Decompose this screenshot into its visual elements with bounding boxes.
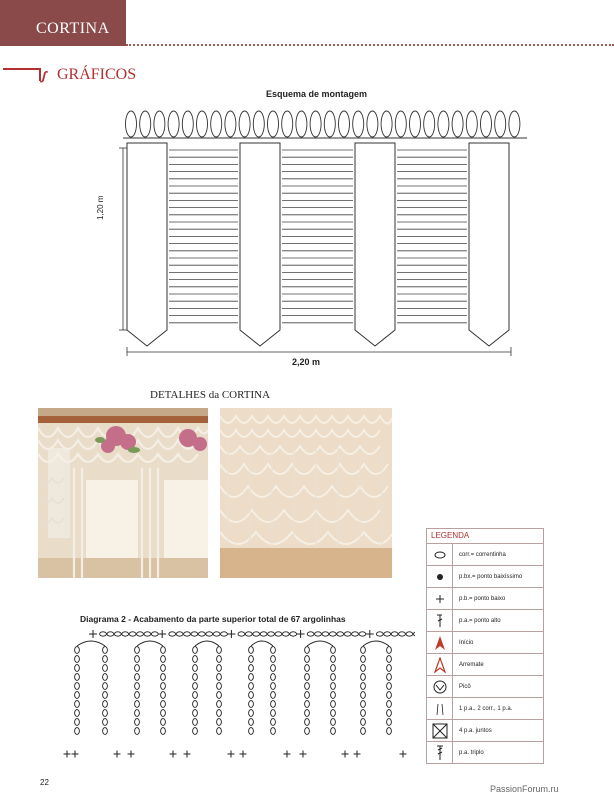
start-arrow-icon [434,635,446,651]
chain-oval-icon [434,551,446,559]
chain-oval [361,647,366,654]
section-logo-icon: ꭍ [40,71,46,86]
width-dimension-label: 2,20 m [292,357,321,367]
chain-oval [75,647,80,654]
chain-oval [361,719,366,726]
chain-oval [217,710,222,717]
ring [381,111,392,137]
single-crochet-plus [227,630,235,638]
curtain-photo-closeup [220,408,392,578]
chain-oval [331,647,336,654]
chain-oval [135,647,140,654]
chain-oval [271,665,276,672]
chain-oval [129,632,136,636]
chain-oval [193,683,198,690]
chain-oval [193,647,198,654]
chain-oval [217,656,222,663]
single-crochet-plus [114,751,121,758]
chain-oval [387,656,392,663]
chain-oval [161,656,166,663]
diagram-title: Diagrama 2 - Acabamento da parte superior total de 67 argolinhas [80,614,346,624]
chain-oval [193,674,198,681]
chain-oval [361,665,366,672]
chain-oval [169,632,176,636]
chain-oval [161,701,166,708]
ring [424,111,435,137]
chain-oval [103,647,108,654]
chain-oval [337,632,344,636]
chain-oval [161,683,166,690]
chain-oval [75,701,80,708]
legend-item [427,741,543,763]
chain-oval [331,665,336,672]
ring [452,111,463,137]
assembly-scheme-drawing [95,100,555,360]
header-tab [0,0,126,46]
details-title: DETALHES da CORTINA [150,389,271,401]
ring [268,111,279,137]
chain-oval [161,674,166,681]
single-crochet-plus [184,751,191,758]
legend-item [427,565,543,587]
ring [140,111,151,137]
hanging-loops [75,641,392,734]
ring [481,111,492,137]
ring [339,111,350,137]
page-number: 22 [40,778,49,787]
legend-item [427,609,543,631]
chain-oval [213,632,220,636]
chain-oval [135,656,140,663]
chain-oval [305,701,310,708]
chain-oval [217,701,222,708]
chain-oval [384,632,391,636]
chain-oval [352,632,359,636]
chain-oval [387,719,392,726]
single-crochet-plus [64,751,71,758]
chain-oval [114,632,121,636]
curtain-panel [127,143,167,346]
chain-oval [387,647,392,654]
chain-oval [361,692,366,699]
ring [197,111,208,137]
chain-oval [249,710,254,717]
chain-oval [135,710,140,717]
chain-oval [391,632,398,636]
chain-oval [176,632,183,636]
legend-item [427,653,543,675]
ring [126,111,137,137]
chain-oval [217,728,222,735]
single-crochet-plus [297,630,305,638]
crochet-diagram-2 [55,626,415,766]
legend-item-label: 4 p.a. juntos [459,727,492,734]
loop-arc [307,641,333,646]
chain-oval [344,632,351,636]
legend-item-label: p.a.= ponto alto [459,617,501,624]
chain-oval [103,728,108,735]
top-chain-row [89,630,415,638]
legend-panel [426,528,544,764]
finish-arrow-icon [434,657,446,673]
chain-oval [305,692,310,699]
single-crochet-plus-icon [435,594,445,604]
chain-oval [144,632,151,636]
single-crochet-plus [170,751,177,758]
chain-oval [75,683,80,690]
chain-oval [387,728,392,735]
legend-item-label: Picô [459,683,471,690]
chain-oval [305,728,310,735]
chain-oval [161,665,166,672]
chain-oval [331,656,336,663]
ring [253,111,264,137]
chain-oval [249,719,254,726]
legend-item-label: Arremate [459,661,484,668]
chain-oval [249,692,254,699]
single-crochet-plus [400,751,407,758]
single-crochet-plus [128,751,135,758]
horizontal-stripes [169,150,467,323]
chain-oval [387,683,392,690]
chain-oval [103,692,108,699]
ring [495,111,506,137]
chain-oval [271,692,276,699]
single-crochet-plus [158,630,166,638]
chain-oval [193,719,198,726]
loop-arc [363,641,389,646]
chain-oval [249,701,254,708]
chain-oval [376,632,383,636]
ring [154,111,165,137]
top-rings-row [126,111,520,137]
chain-oval [331,710,336,717]
chain-oval [217,692,222,699]
chain-oval [305,647,310,654]
legend-item [427,697,543,719]
chain-oval [387,692,392,699]
chain-oval [103,710,108,717]
chain-oval [331,701,336,708]
section-corner-mark [3,68,41,81]
single-crochet-plus [228,751,235,758]
chain-oval [399,632,406,636]
chain-oval [271,728,276,735]
chain-oval [161,710,166,717]
chain-oval [103,674,108,681]
chain-oval [305,683,310,690]
chain-oval [329,632,336,636]
chain-oval [137,632,144,636]
chain-oval [387,665,392,672]
chain-oval [275,632,282,636]
chain-oval [193,665,198,672]
chain-oval [331,728,336,735]
section-label: CORTINA [36,20,110,37]
legend-item [427,543,543,565]
chain-oval [387,710,392,717]
bottom-single-crochets [64,751,407,758]
ring [211,111,222,137]
chain-oval [75,728,80,735]
chain-oval [135,701,140,708]
ring [168,111,179,137]
chain-oval [271,656,276,663]
chain-oval [387,674,392,681]
chain-oval [103,683,108,690]
chain-oval [271,683,276,690]
loop-arc [251,641,273,646]
ring [466,111,477,137]
chain-oval [217,674,222,681]
chain-oval [75,692,80,699]
chain-oval [217,647,222,654]
chain-oval [361,674,366,681]
loop-arc [195,641,219,646]
chain-oval [387,701,392,708]
legend-item-label: p.bx.= ponto baixíssimo [459,573,523,580]
legend-item-label: 1 p.a., 2 corr., 1 p.a. [459,705,513,712]
chain-oval [260,632,267,636]
chain-oval [238,632,245,636]
chain-oval [135,719,140,726]
ring [239,111,250,137]
chain-oval [161,719,166,726]
chain-oval [305,710,310,717]
loop-arc [137,641,163,646]
ring [353,111,364,137]
triple-crochet-icon [436,745,444,761]
chain-oval [184,632,191,636]
chain-oval [193,656,198,663]
chain-oval [249,656,254,663]
chain-oval [249,728,254,735]
ring [509,111,520,137]
chain-oval [359,632,366,636]
legend-title: LEGENDA [431,531,470,540]
chain-oval [161,728,166,735]
ring [296,111,307,137]
chain-oval [75,674,80,681]
loop-arc [77,641,105,646]
chain-oval [253,632,260,636]
chain-oval [307,632,314,636]
picot-icon [433,680,447,694]
chain-oval [217,683,222,690]
chain-oval [135,683,140,690]
chain-oval [331,674,336,681]
chain-oval [103,656,108,663]
curtain-panel [355,143,395,346]
ring [395,111,406,137]
chain-oval [290,632,297,636]
legend-item [427,587,543,609]
legend-item-label: Início [459,639,474,646]
ring [225,111,236,137]
curtain-panel [240,143,280,346]
chain-oval [305,719,310,726]
chain-oval [361,728,366,735]
legend-item-label: p.b.= ponto baixo [459,595,506,602]
single-crochet-plus [342,751,349,758]
chain-oval [271,674,276,681]
double-crochet-icon [436,614,444,628]
chain-oval [135,674,140,681]
chain-oval [161,647,166,654]
chain-oval [135,665,140,672]
chain-oval [75,656,80,663]
chain-oval [135,728,140,735]
chain-oval [103,701,108,708]
chain-oval [193,710,198,717]
chain-oval [217,665,222,672]
chain-oval [75,719,80,726]
chain-oval [221,632,228,636]
height-dimension-label: 1,20 m [96,195,105,220]
curtain-photo-window [38,408,208,578]
ring [410,111,421,137]
chain-oval [305,674,310,681]
chain-oval [282,632,289,636]
legend-item-label: p.a. triplo [459,749,484,756]
ring [324,111,335,137]
chain-oval [331,692,336,699]
chain-oval [361,710,366,717]
chain-oval [249,683,254,690]
single-crochet-plus [89,630,97,638]
single-crochet-plus [72,751,79,758]
chain-oval [217,719,222,726]
chain-oval [193,692,198,699]
chain-oval [413,632,415,636]
chain-oval [103,665,108,672]
scheme-title: Esquema de montagem [266,89,368,99]
chain-oval [206,632,213,636]
chain-oval [331,683,336,690]
single-crochet-plus [240,751,247,758]
legend-item [427,631,543,653]
fan-stitch-icon [433,702,447,716]
header-dotted-rule [126,44,614,46]
ring [367,111,378,137]
watermark-text: PassionForum.ru [490,784,559,794]
chain-oval [361,683,366,690]
ring [282,111,293,137]
chain-oval [249,665,254,672]
legend-item-label: corr.= correntinha [459,551,506,558]
single-crochet-plus [300,751,307,758]
chain-oval [361,701,366,708]
chain-oval [151,632,158,636]
section-title: GRÁFICOS [57,66,137,83]
chain-oval [271,719,276,726]
chain-oval [249,674,254,681]
chain-oval [198,632,205,636]
chain-oval [331,719,336,726]
chain-oval [135,692,140,699]
chain-oval [315,632,322,636]
cluster-cross-icon [432,723,448,739]
chain-oval [305,665,310,672]
chain-oval [322,632,329,636]
single-crochet-plus [366,630,374,638]
curtain-panel [469,143,509,346]
single-crochet-plus [284,751,291,758]
chain-oval [103,719,108,726]
single-crochet-plus [354,751,361,758]
chain-oval [245,632,252,636]
chain-oval [107,632,114,636]
chain-oval [75,665,80,672]
chain-oval [406,632,413,636]
chain-oval [271,647,276,654]
chain-oval [122,632,129,636]
chain-oval [249,647,254,654]
chain-oval [193,728,198,735]
ring [438,111,449,137]
chain-oval [271,701,276,708]
chain-oval [75,710,80,717]
chain-oval [271,710,276,717]
chain-oval [268,632,275,636]
ring [182,111,193,137]
legend-item [427,719,543,741]
slip-stitch-dot-icon [436,573,444,581]
chain-oval [193,701,198,708]
chain-oval [305,656,310,663]
chain-oval [361,656,366,663]
chain-oval [191,632,198,636]
chain-oval [100,632,107,636]
legend-item [427,675,543,697]
ring [310,111,321,137]
chain-oval [161,692,166,699]
